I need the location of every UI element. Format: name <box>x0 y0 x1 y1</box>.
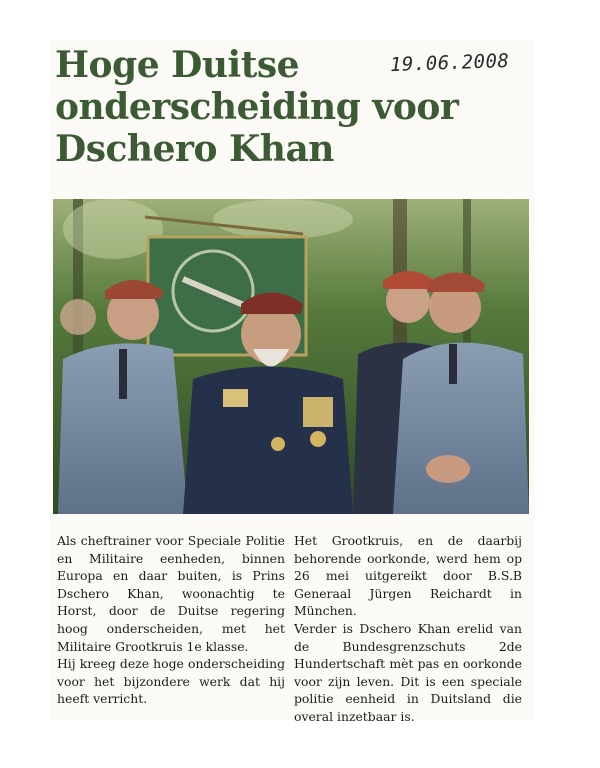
article-headline: Hoge Duitse onderscheiding voor Dschero Khan <box>55 44 459 170</box>
article-column-left <box>57 532 285 708</box>
paragraph: Verder is Dschero Khan erelid van de Bundesgrenzschuts 2de Hundertschaft mèt pas en oorkonde voor zijn leven. Dit is een speciale politie eenheid in Duitsland die overal inzetbaar is. <box>294 620 522 724</box>
handwritten-date: 19.06.2008 <box>389 49 510 77</box>
paragraph: Hij kreeg deze hoge onderscheiding voor het bijzondere werk dat hij heeft verricht. <box>57 656 285 707</box>
paragraph: Als cheftrainer voor Speciale Politie en Militaire eenheden, binnen Europa en daar buiten, is Prins Dschero Khan, woonachtig te Horst, door de Duitse regering hoog onderscheiden, met het Militaire Grootkruis 1e klasse. <box>57 533 285 654</box>
photo-group-officers-icon <box>53 199 529 514</box>
paragraph: Het Grootkruis, en de daarbij behorende oorkonde, werd hem op 26 mei uitgereikt door B.S.B Generaal Jürgen Reichardt in München. <box>294 533 522 619</box>
article-photo <box>53 199 529 514</box>
article-column-right <box>294 532 522 726</box>
